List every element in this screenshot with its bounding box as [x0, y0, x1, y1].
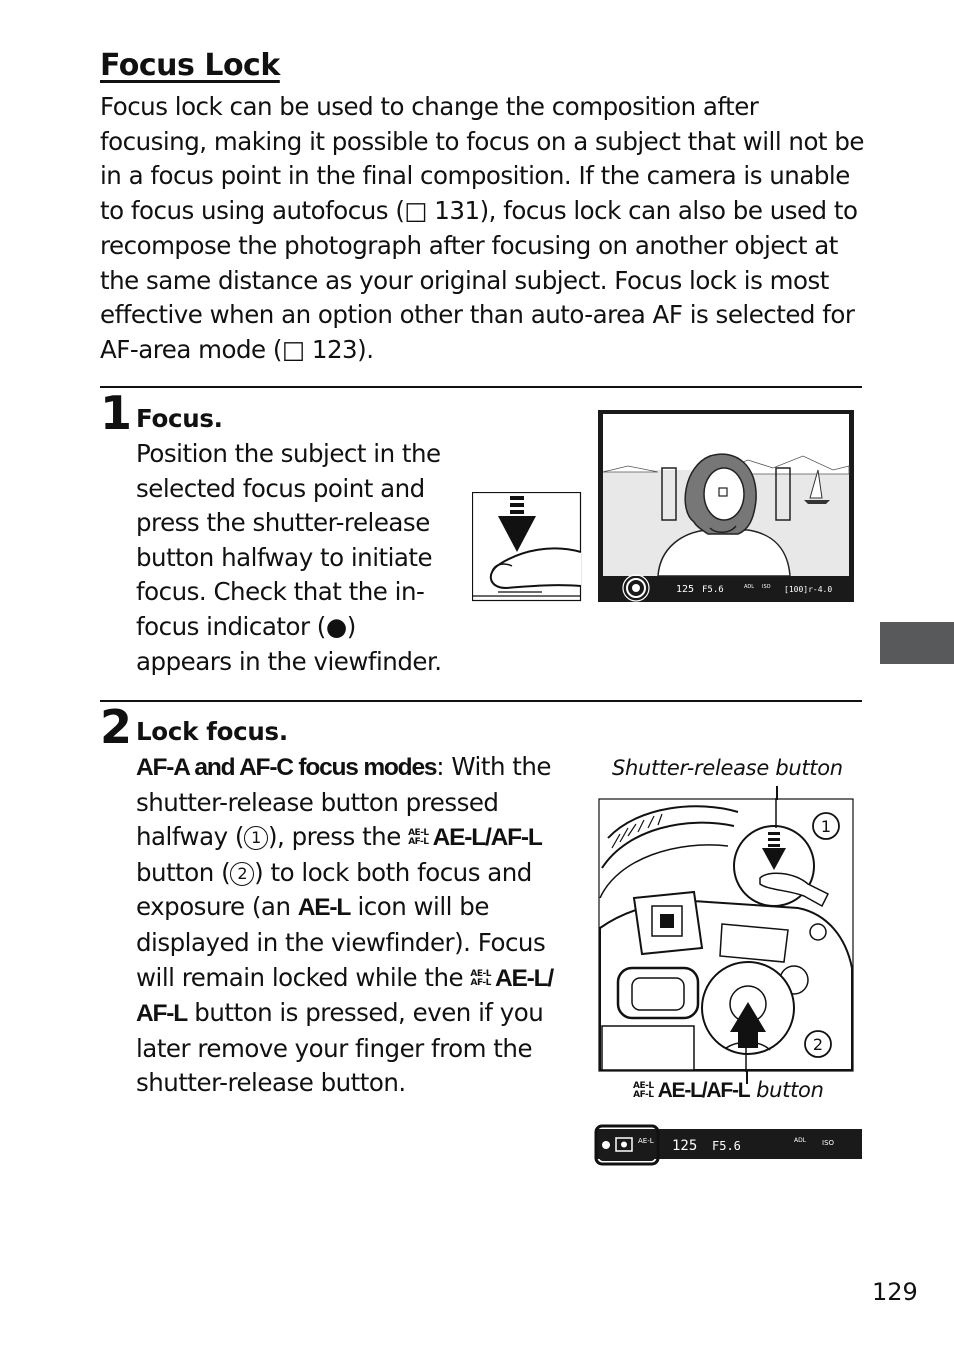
- chapter-tab: [880, 622, 954, 664]
- ae-l-af-l-icon: [408, 829, 429, 847]
- step2-line: shutter-release button pressed: [136, 787, 499, 817]
- step2-text: ), press the: [267, 822, 401, 852]
- shutter-release-caption: Shutter-release button: [612, 756, 843, 780]
- caption-italic: button: [756, 1078, 824, 1102]
- step2-text: ) to lock both focus and: [254, 857, 532, 887]
- step2-body: [136, 750, 576, 1101]
- ae-l-af-l-icon: [633, 1082, 654, 1100]
- ae-l-label: AE-L/: [495, 964, 553, 992]
- viewfinder-iso: ISO: [762, 584, 771, 590]
- intro-line: in a focus point in the final composition. If the camera is unable: [100, 161, 850, 191]
- strip-ael: AE-L: [638, 1137, 654, 1145]
- step1-divider: [100, 386, 862, 388]
- step2-number: 2: [100, 700, 131, 754]
- ae-l-af-l-icon: [470, 970, 491, 988]
- step2-text: will remain locked while the: [136, 962, 464, 992]
- focus-mode-label: AF-A and AF-C focus modes: [136, 754, 437, 781]
- icon-ael: AE-L: [633, 1081, 654, 1091]
- step2-line: later remove your finger from the: [136, 1033, 533, 1063]
- step2-line: [136, 996, 576, 1032]
- viewfinder-count: [100]r-4.0: [784, 585, 833, 594]
- step2-text: exposure (an: [136, 892, 291, 922]
- strip-shutter: 125: [672, 1138, 698, 1154]
- step2-text: button is pressed, even if you: [194, 998, 544, 1028]
- step1-line: button halfway to initiate: [136, 542, 433, 572]
- step2-line: [136, 961, 576, 997]
- step2-text: icon will be: [357, 892, 489, 922]
- step2-text: halfway (: [136, 822, 244, 852]
- step1-line: press the shutter-release: [136, 508, 430, 538]
- intro-line: recompose the photograph after focusing on another object at: [100, 230, 838, 260]
- strip-aperture: F5.6: [712, 1139, 741, 1153]
- step1-number: 1: [100, 386, 131, 440]
- step2-line: shutter-release button.: [136, 1068, 406, 1098]
- intro-line: Focus lock can be used to change the composition after: [100, 92, 759, 121]
- step1-line: focus indicator (●): [136, 611, 356, 641]
- viewfinder-strip: [592, 1124, 862, 1168]
- step2-text: button (: [136, 857, 231, 887]
- step2-line: [136, 890, 576, 926]
- ae-l-label: AE-L: [297, 894, 351, 922]
- step1-line: selected focus point and: [136, 473, 425, 503]
- step2-line: [136, 750, 576, 786]
- ae-l-af-l-caption: [633, 1078, 824, 1103]
- step2-line: [136, 820, 576, 856]
- leader-line: [776, 786, 778, 800]
- caption-bold: AE-L/AF-L: [657, 1079, 750, 1102]
- strip-iso: ISO: [822, 1139, 835, 1147]
- intro-line: to focus using autofocus (□ 131), focus lock can also be used to: [100, 196, 858, 226]
- callout-ref-1: 1: [244, 826, 268, 850]
- callout-ref-2: 2: [230, 862, 254, 886]
- step1-body: [136, 437, 456, 679]
- viewfinder-aperture: F5.6: [702, 585, 724, 595]
- icon-ael: AE-L: [470, 968, 491, 979]
- viewfinder-adl: ADL: [744, 584, 755, 590]
- intro-line: the same distance as your original subject. Focus lock is most: [100, 265, 829, 295]
- step1-heading: Focus.: [136, 404, 223, 433]
- intro-paragraph: [100, 90, 870, 368]
- step1-line: focus. Check that the in-: [136, 577, 425, 607]
- step2-divider: [100, 700, 862, 702]
- icon-ael: AE-L: [408, 828, 429, 839]
- step2-line: displayed in the viewfinder). Focus: [136, 927, 546, 957]
- step2-text: : With the: [436, 752, 551, 781]
- viewfinder-illustration: [598, 410, 854, 602]
- icon-afl: AF-L: [470, 977, 491, 988]
- icon-afl: AF-L: [408, 837, 429, 848]
- callout-2: 2: [812, 1035, 824, 1054]
- camera-illustration: [598, 798, 854, 1072]
- step1-line: Position the subject in the: [136, 439, 441, 468]
- strip-adl: ADL: [794, 1137, 807, 1144]
- step2-heading: Lock focus.: [136, 717, 288, 746]
- section-title: Focus Lock: [100, 48, 280, 83]
- af-l-label: AF-L: [136, 1000, 187, 1028]
- viewfinder-shutter: 125: [676, 584, 695, 595]
- page-number: 129: [872, 1278, 918, 1306]
- intro-line: AF-area mode (□ 123).: [100, 334, 374, 364]
- step2-line: [136, 856, 576, 891]
- intro-line: focusing, making it possible to focus on a subject that will not be: [100, 126, 864, 156]
- ae-l-af-l-label: AE-L/AF-L: [432, 824, 542, 852]
- callout-1: 1: [820, 817, 832, 836]
- intro-line: effective when an option other than auto-area AF is selected for: [100, 300, 855, 330]
- finger-press-illustration: [472, 492, 582, 602]
- step1-line: appears in the viewfinder.: [136, 646, 442, 676]
- icon-afl: AF-L: [633, 1090, 654, 1100]
